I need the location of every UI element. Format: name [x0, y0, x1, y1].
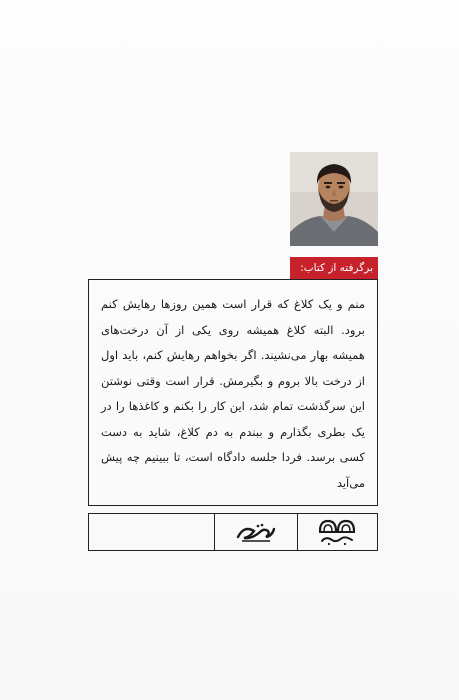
publisher-logo-cell-2	[298, 514, 378, 550]
pargar-logo-icon	[234, 519, 278, 545]
excerpt-box	[88, 279, 378, 506]
publisher-logo-cell-1	[215, 514, 298, 550]
barcode-area	[89, 514, 215, 550]
author-photo	[290, 152, 378, 246]
excerpt-header: برگرفته از کتاب:	[290, 257, 378, 279]
publisher-strip	[88, 513, 378, 551]
cheshmeh-books-logo-icon	[316, 517, 358, 547]
excerpt-text: منم و یک کلاغ که قرار است همین روزها رهایش کنم برود. البته کلاغ همیشه روی یکی از آن درخت‌های همیشه بهار می‌نشیند. اگر بخواهم رهایش کنم، باید اول از درخت بالا بروم و بگیرمش. قرار است وقتی نوشتن این سرگذشت تمام شد، این کار را بکنم و کاغذها را در یک بطری بگذارم و ببندم به دم کلاغ، شاید به دست کسی برسد. فردا جلسه دادگاه است، تا ببینیم چه پیش می‌آید	[101, 297, 365, 490]
